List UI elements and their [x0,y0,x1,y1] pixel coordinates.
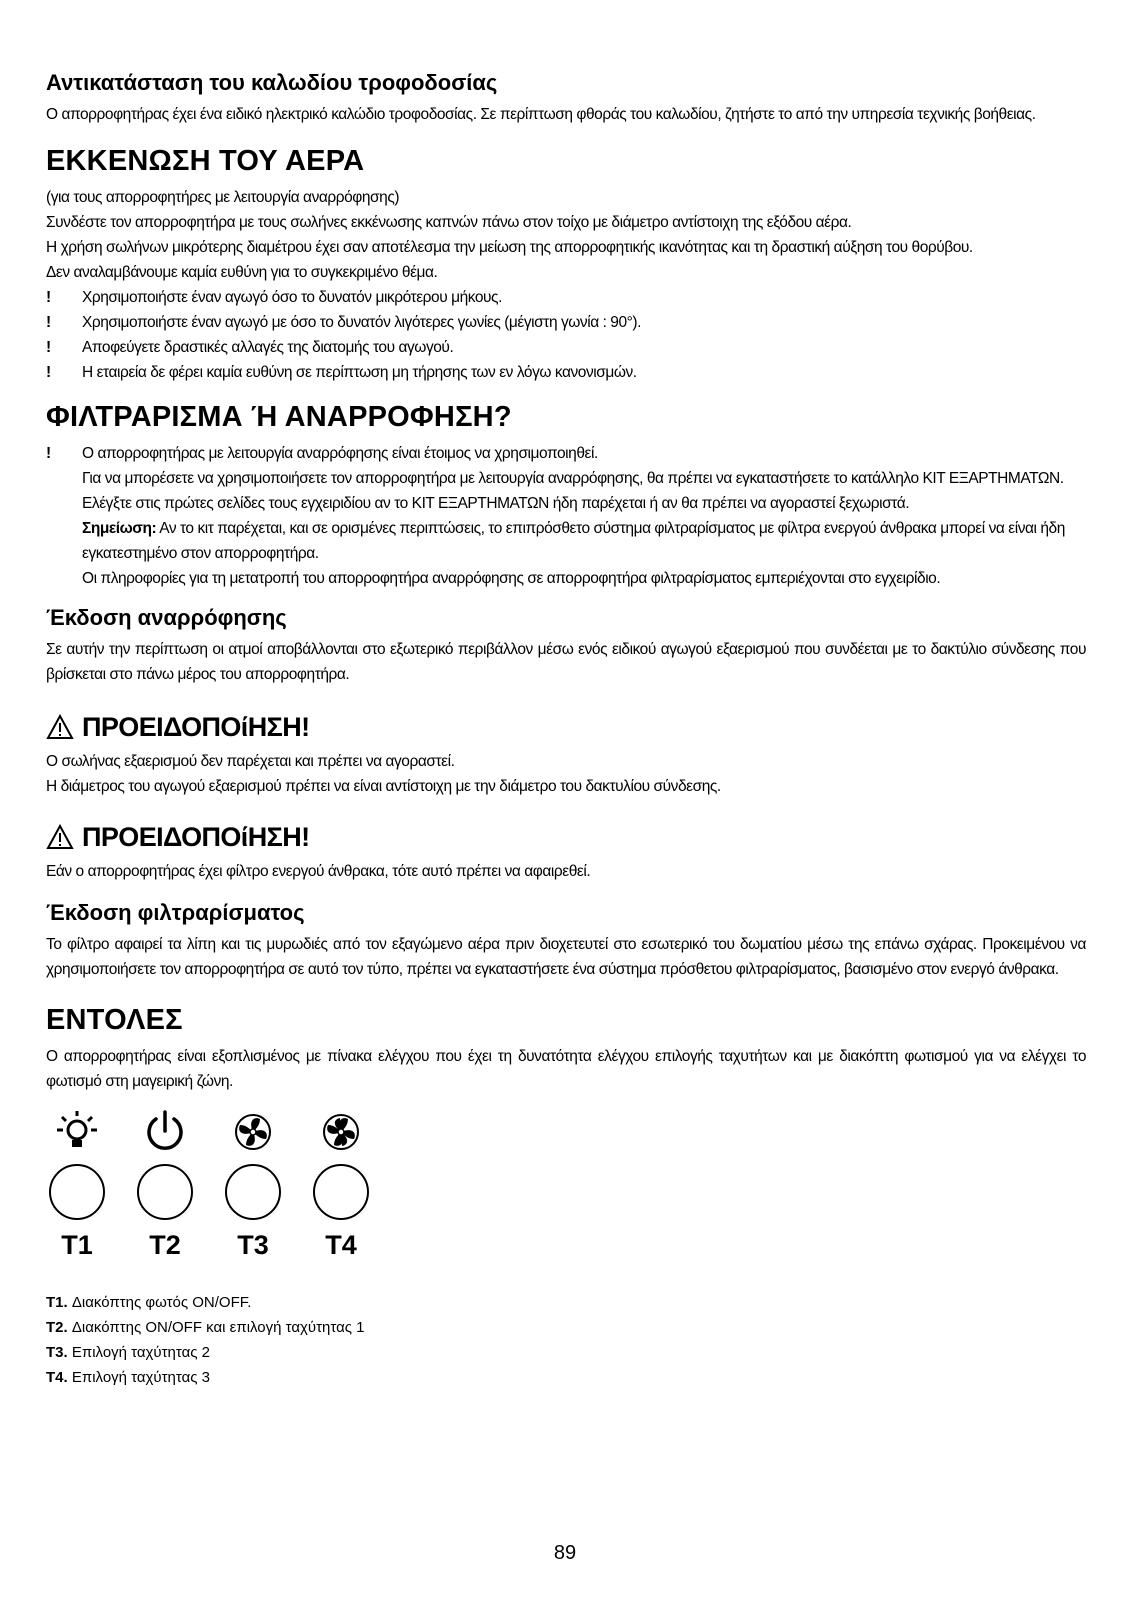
speed-2-button[interactable] [225,1164,281,1220]
bullet-text: Χρησιμοποιήστε έναν αγωγό όσο το δυνατόν μικρότερου μήκους. [82,289,502,306]
light-button[interactable] [49,1164,105,1220]
filter-or-suction-title: ΦΙΛΤΡΑΡΙΣΜΑ Ή ΑΝΑΡΡΟΦΗΣΗ? [46,401,512,433]
legend-key: T4. [46,1369,68,1386]
legend-item [46,1365,1086,1390]
air-exhaust-title: ΕΚΚΕΝΩΣΗ ΤΟΥ ΑΕΡΑ [46,145,365,177]
suction-version-text: Σε αυτήν την περίπτωση οι ατμοί αποβάλλονται στο εξωτερικό περιβάλλον μέσω ενός ειδικού αγωγού εξαερισμού που συνδέεται με το δακτύλιο σύνδεσης που βρίσκεται στο πάνω μέρος του απορροφητήρα. [46,641,1086,683]
legend-desc: Επιλογή ταχύτητας 3 [67,1369,211,1386]
control-t3 [224,1108,282,1260]
power-button[interactable] [137,1164,193,1220]
air-exhaust-bullet [46,335,1086,360]
warning-triangle-icon [46,714,74,740]
control-t1 [48,1108,106,1260]
fan-speed-2-icon [229,1108,277,1156]
filter-or-suction-paragraph: Ελέγξτε στις πρώτες σελίδες τους εγχειριδίου αν το KIT ΕΞΑΡΤΗΜΑΤΩΝ ήδη παρέχεται ή αν θα πρέπει να αγοραστεί ξεχωριστά. [82,495,910,512]
legend-desc: Διακόπτης ON/OFF και επιλογή ταχύτητας 1 [67,1319,365,1336]
power-cable-text: Ο απορροφητήρας έχει ένα ειδικό ηλεκτρικό καλώδιο τροφοδοσίας. Σε περίπτωση φθοράς του καλωδίου, ζητήστε το από την υπηρεσία τεχνικής βοήθειας. [46,106,1036,123]
speed-3-button[interactable] [313,1164,369,1220]
air-exhaust-bullet [46,310,1086,335]
legend-desc: Διακόπτης φωτός ON/OFF. [67,1294,252,1311]
filter-version-section [46,900,1086,982]
legend-item [46,1290,1086,1315]
bullet-text: Χρησιμοποιήστε έναν αγωγό με όσο το δυνατόν λιγότερες γωνίες (μέγιστη γωνία : 90°). [82,314,641,331]
control-t4 [312,1108,370,1260]
warning-section [46,711,1086,799]
warning-section [46,821,1086,884]
controls-title: ΕΝΤΟΛΕΣ [46,1004,183,1036]
warning-title-text: ΠΡΟΕΙΔΟΠΟίΗΣΗ! [82,712,310,742]
legend-key: T2. [46,1319,68,1336]
air-exhaust-line: Δεν αναλαμβάνουμε καμία ευθύνη για το συγκεκριμένο θέμα. [46,264,438,281]
suction-version-section [46,605,1086,687]
control-label: T4 [325,1230,357,1260]
warning-line: Η διάμετρος του αγωγού εξαερισμού πρέπει να είναι αντίστοιχη με την διάμετρο του δακτυλίου σύνδεσης. [46,778,721,795]
warning-line: Ο σωλήνας εξαερισμού δεν παρέχεται και πρέπει να αγοραστεί. [46,753,455,770]
air-exhaust-section [46,145,1086,385]
power-icon [141,1108,189,1156]
air-exhaust-line: Συνδέστε τον απορροφητήρα με τους σωλήνες εκκένωσης καπνών πάνω στον τοίχο με διάμετρο αντίστοιχη της εξόδου αέρα. [46,214,852,231]
air-exhaust-bullet [46,360,1086,385]
filter-or-suction-paragraph: Οι πληροφορίες για τη μετατροπή του απορροφητήρα αναρρόφησης σε απορροφητήρα φιλτραρίσματος εμπεριέχονται στο εγχειρίδιο. [82,570,941,587]
manual-page [46,70,1086,1390]
controls-section [46,1004,1086,1390]
power-cable-section [46,70,1086,127]
bullet-text: Αποφεύγετε δραστικές αλλαγές της διατομής του αγωγού. [82,339,454,356]
exclamation-bullet-icon: ! [46,364,51,381]
exclamation-bullet-icon: ! [46,314,51,331]
suction-version-title: Έκδοση αναρρόφησης [46,605,287,630]
control-label: T1 [61,1230,93,1260]
exclamation-bullet-icon: ! [46,289,51,306]
page-number: 89 [553,1542,577,1564]
exclamation-bullet-icon: ! [46,339,51,356]
bullet-text: Η εταιρεία δε φέρει καμία ευθύνη σε περίπτωση μη τήρησης των εν λόγω κανονισμών. [82,364,637,381]
legend-key: T1. [46,1294,68,1311]
control-label: T2 [149,1230,181,1260]
bullet-text: Ο απορροφητήρας με λειτουργία αναρρόφησης είναι έτοιμος να χρησιμοποιηθεί. [82,445,598,462]
control-label: T3 [237,1230,269,1260]
controls-text: Ο απορροφητήρας είναι εξοπλισμένος με πίνακα ελέγχου που έχει τη δυνατότητα ελέγχου επιλογής ταχυτήτων και με διακόπτη φωτισμού για να ελέγχει το φωτισμό στη μαγειρική ζώνη. [46,1048,1086,1090]
filter-or-suction-section [46,401,1086,591]
power-cable-title: Αντικατάσταση του καλωδίου τροφοδοσίας [46,70,498,95]
legend-item [46,1340,1086,1365]
control-t2 [136,1108,194,1260]
legend-item [46,1315,1086,1340]
legend-key: T3. [46,1344,68,1361]
air-exhaust-bullet [46,285,1086,310]
warning-title-text: ΠΡΟΕΙΔΟΠΟίΗΣΗ! [82,822,310,852]
note-label: Σημείωση: [82,520,157,537]
control-panel [48,1108,1086,1260]
warning-title [46,821,1086,853]
filter-or-suction-bullet [46,441,1086,466]
legend-desc: Επιλογή ταχύτητας 2 [67,1344,211,1361]
filter-version-text: Το φίλτρο αφαιρεί τα λίπη και τις μυρωδιές από τον εξαγώμενο αέρα πριν διοχετευτεί στο εσωτερικό του δωματίου μέσω της επάνω σχάρας. Προκειμένου να χρησιμοποιήσετε τον απορροφητήρα σε αυτό τον τύπο, πρέπει να εγκαταστήσετε ένα σύστημα πρόσθετου φιλτραρίσματος, βασισμένο στον ενεργό άνθρακα. [46,936,1086,978]
exclamation-bullet-icon: ! [46,445,51,462]
warning-line: Εάν ο απορροφητήρας έχει φίλτρο ενεργού άνθρακα, τότε αυτό πρέπει να αφαιρεθεί. [46,863,591,880]
controls-legend [46,1290,1086,1390]
fan-speed-3-icon [317,1108,365,1156]
note-text: Αν το κιτ παρέχεται, και σε ορισμένες περιπτώσεις, το επιπρόσθετο σύστημα φιλτραρίσματος με φίλτρα ενεργού άνθρακα μπορεί να είναι ήδη εγκατεστημένο στον απορροφητήρα. [82,520,1065,562]
warning-title [46,711,1086,743]
warning-triangle-icon [46,824,74,850]
filter-or-suction-note [46,516,1086,566]
filter-or-suction-paragraph: Για να μπορέσετε να χρησιμοποιήσετε τον απορροφητήρα με λειτουργία αναρρόφησης, θα πρέπει να εγκαταστήσετε το κατάλληλο KIT ΕΞΑΡΤΗΜΑΤΩΝ. [82,470,1064,487]
air-exhaust-line: Η χρήση σωλήνων μικρότερης διαμέτρου έχει σαν αποτέλεσμα την μείωση της απορροφητικής ικανότητας και τη δραστική αύξηση του θορύβου. [46,239,973,256]
light-bulb-icon [53,1108,101,1156]
air-exhaust-line: (για τους απορροφητήρες με λειτουργία αναρρόφησης) [46,189,400,206]
filter-version-title: Έκδοση φιλτραρίσματος [46,900,305,925]
